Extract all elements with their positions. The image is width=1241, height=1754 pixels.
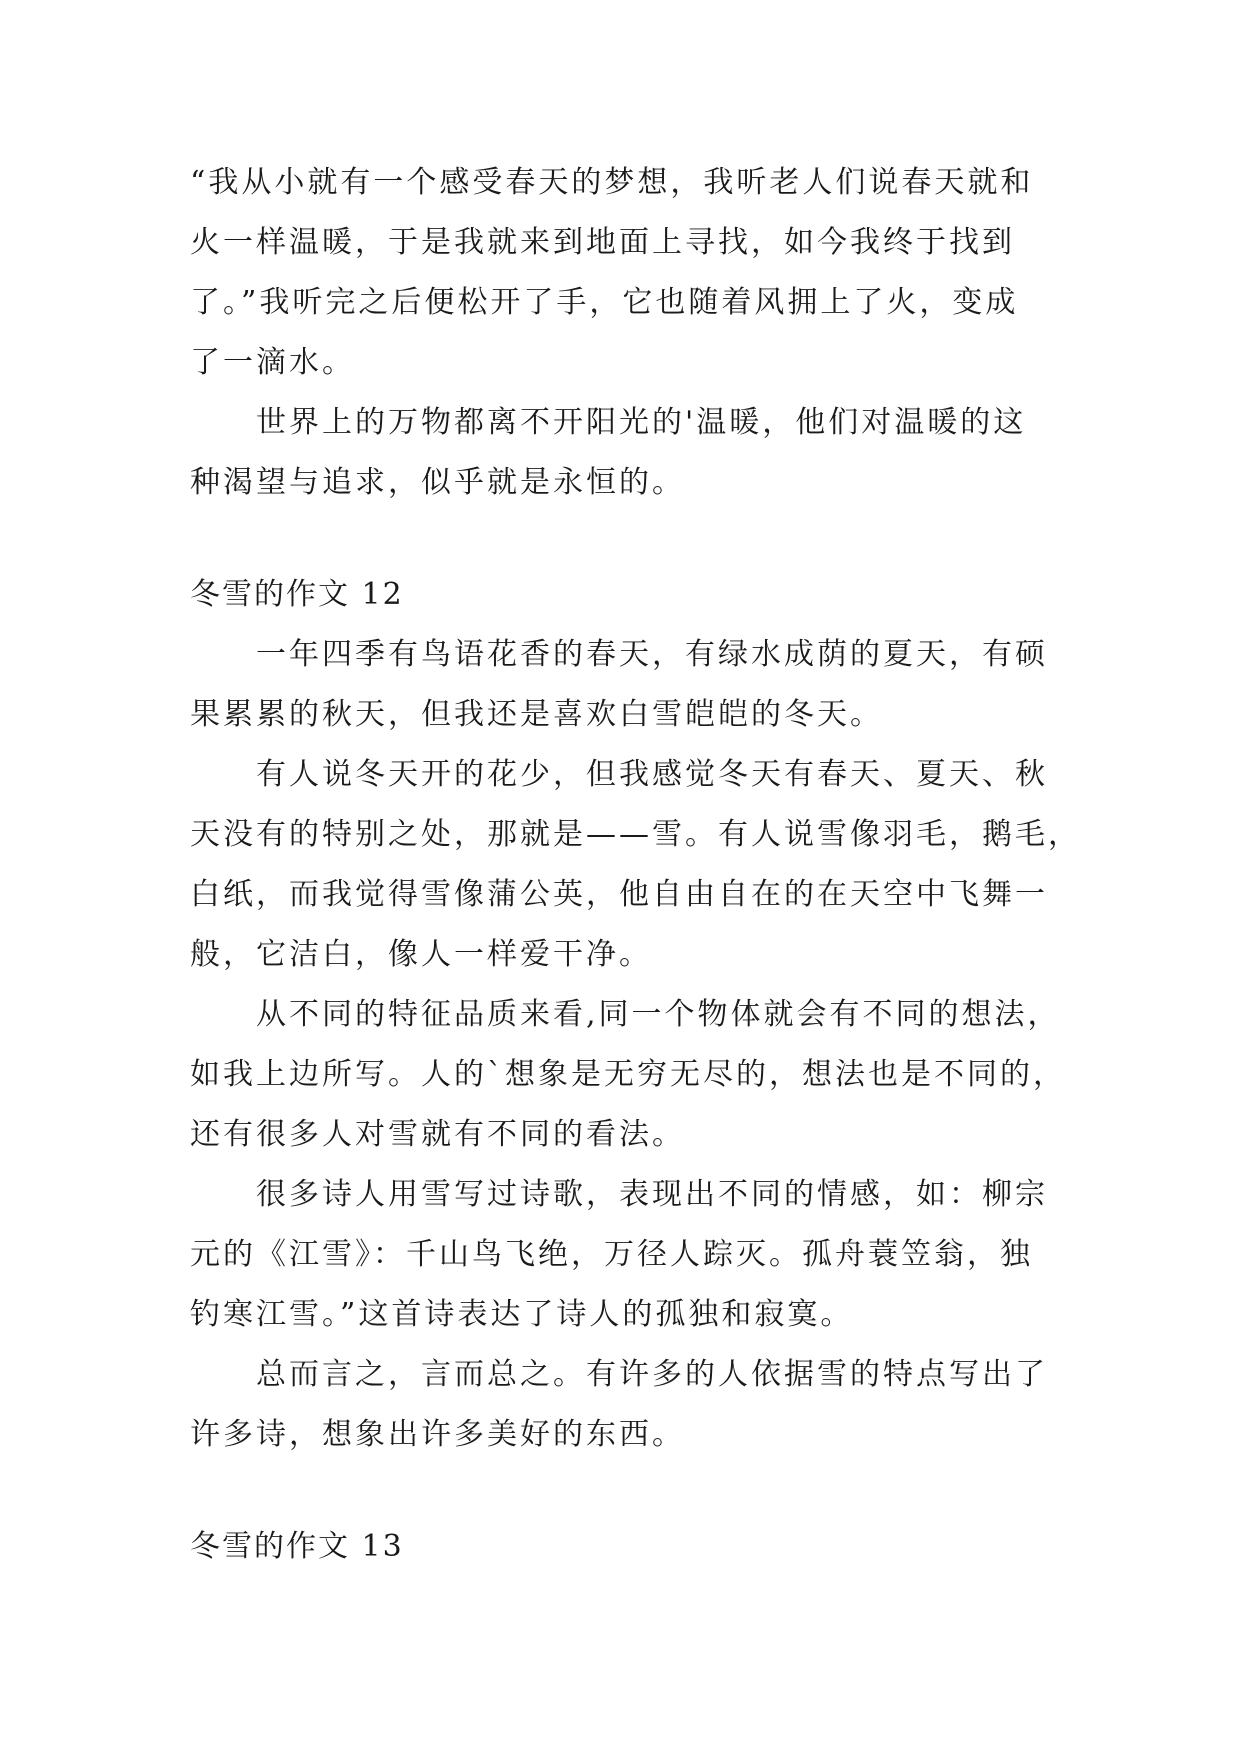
text-line: 许多诗，想象出许多美好的东西。 (190, 1417, 685, 1452)
text-line: 一年四季有鸟语花香的春天，有绿水成荫的夏天，有硕 (256, 637, 1048, 672)
section-heading: 冬雪的作文 13 (190, 1529, 404, 1564)
text-line: 有人说冬天开的花少，但我感觉冬天有春天、夏天、秋 (256, 757, 1048, 792)
text-line: 般，它洁白，像人一样爱干净。 (190, 937, 652, 972)
text-line: 很多诗人用雪写过诗歌，表现出不同的情感，如：柳宗 (256, 1177, 1048, 1212)
text-line: 天没有的特别之处，那就是——雪。有人说雪像羽毛，鹅毛， (190, 817, 1081, 852)
text-line: 还有很多人对雪就有不同的看法。 (190, 1117, 685, 1152)
section-heading: 冬雪的作文 12 (190, 577, 404, 612)
text-line: 从不同的特征品质来看,同一个物体就会有不同的想法， (256, 997, 1061, 1032)
text-line: 总而言之，言而总之。有许多的人依据雪的特点写出了 (256, 1357, 1048, 1392)
text-line: 了。”我听完之后便松开了手，它也随着风拥上了火，变成 (190, 285, 1019, 320)
text-line: 钓寒江雪。”这首诗表达了诗人的孤独和寂寞。 (190, 1297, 854, 1332)
text-line: “我从小就有一个感受春天的梦想，我听老人们说春天就和 (190, 165, 1034, 200)
text-line: 元的《江雪》：千山鸟飞绝，万径人踪灭。孤舟蓑笠翁，独 (190, 1237, 1033, 1272)
text-line: 果累累的秋天，但我还是喜欢白雪皑皑的冬天。 (190, 697, 883, 732)
text-line: 白纸，而我觉得雪像蒲公英，他自由自在的在天空中飞舞一 (190, 877, 1048, 912)
text-line: 了一滴水。 (190, 345, 355, 380)
text-line: 火一样温暖，于是我就来到地面上寻找，如今我终于找到 (190, 225, 1015, 260)
text-line: 世界上的万物都离不开阳光的'温暖，他们对温暖的这 (256, 405, 1027, 440)
text-line: 种渴望与追求，似乎就是永恒的。 (190, 465, 685, 500)
text-line: 如我上边所写。人的`想象是无穷无尽的，想法也是不同的， (190, 1057, 1066, 1092)
